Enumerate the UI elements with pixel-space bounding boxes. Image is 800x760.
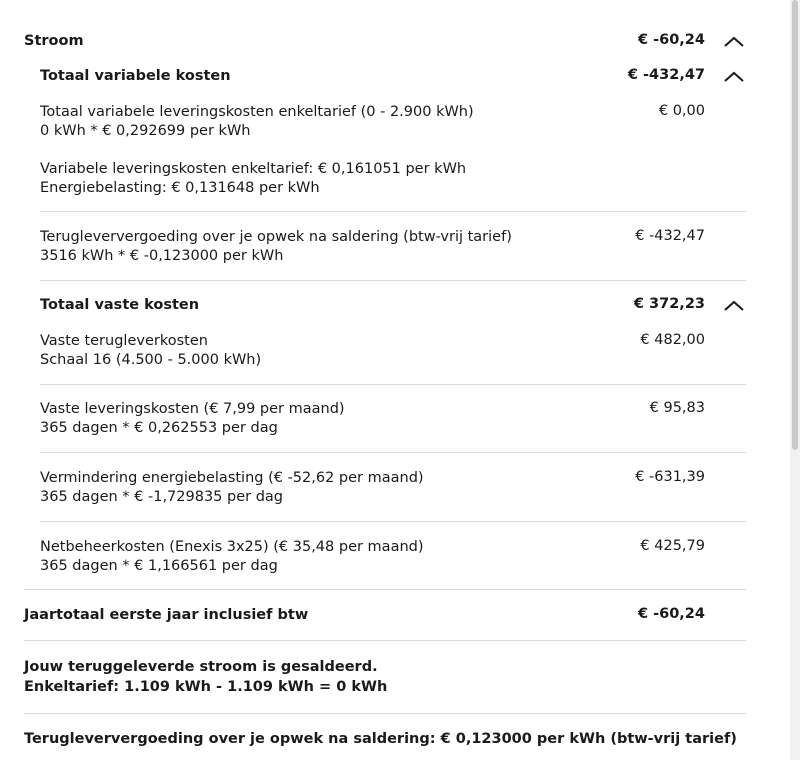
line-item-amount: € 482,00 <box>640 332 705 348</box>
variabel-amount: € -432,47 <box>627 67 705 83</box>
jaartotaal-label: Jaartotaal eerste jaar inclusief btw <box>24 607 309 623</box>
line-item-label: Terugleververgoeding over je opwek na saldering (btw-vrij tarief) <box>40 229 512 245</box>
scrollbar-thumb[interactable] <box>792 0 798 450</box>
chevron-up-icon[interactable] <box>722 69 746 85</box>
line-item-amount: € -631,39 <box>635 469 705 485</box>
divider <box>40 211 746 212</box>
saldering-detail: Enkeltarief: 1.109 kWh - 1.109 kWh = 0 kWh <box>24 679 388 695</box>
line-item-detail: 0 kWh * € 0,292699 per kWh <box>40 123 251 139</box>
line-item-label: Totaal variabele leveringskosten enkeltarief (0 - 2.900 kWh) <box>40 104 474 120</box>
divider <box>24 589 746 590</box>
line-item-detail: Energiebelasting: € 0,131648 per kWh <box>40 180 320 196</box>
line-item-amount: € -432,47 <box>635 228 705 244</box>
stroom-amount: € -60,24 <box>637 32 705 48</box>
jaartotaal-amount: € -60,24 <box>637 606 705 622</box>
divider <box>40 280 746 281</box>
vast-title: Totaal vaste kosten <box>40 297 200 313</box>
line-item-label: Vermindering energiebelasting (€ -52,62 per maand) <box>40 470 424 486</box>
line-item-label: Vaste terugleverkosten <box>40 333 208 349</box>
line-item-amount: € 425,79 <box>640 538 705 554</box>
divider <box>24 640 746 641</box>
line-item-detail: 365 dagen * € 0,262553 per dag <box>40 420 278 436</box>
line-item-label: Vaste leveringskosten (€ 7,99 per maand) <box>40 401 345 417</box>
stroom-title: Stroom <box>24 33 84 49</box>
scrollbar[interactable] <box>790 0 800 760</box>
line-item-label: Netbeheerkosten (Enexis 3x25) (€ 35,48 per maand) <box>40 539 424 555</box>
line-item-amount: € 95,83 <box>649 400 705 416</box>
line-item-detail: 365 dagen * € 1,166561 per dag <box>40 558 278 574</box>
line-item-detail: Schaal 16 (4.500 - 5.000 kWh) <box>40 352 262 368</box>
vast-amount: € 372,23 <box>633 296 705 312</box>
line-item-detail: Variabele leveringskosten enkeltarief: € 0,161051 per kWh <box>40 161 467 177</box>
line-item-detail: 365 dagen * € -1,729835 per dag <box>40 489 284 505</box>
divider <box>40 384 746 385</box>
vergoeding-note: Terugleververgoeding over je opwek na saldering: € 0,123000 per kWh (btw-vrij tarief) <box>24 731 737 747</box>
saldering-note: Jouw teruggeleverde stroom is gesaldeerd. <box>24 659 378 675</box>
chevron-up-icon[interactable] <box>722 298 746 314</box>
chevron-up-icon[interactable] <box>722 34 746 50</box>
line-item-amount: € 0,00 <box>658 103 705 119</box>
divider <box>40 521 746 522</box>
line-item-detail: 3516 kWh * € -0,123000 per kWh <box>40 248 284 264</box>
divider <box>40 452 746 453</box>
variabel-title: Totaal variabele kosten <box>40 68 231 84</box>
divider <box>24 713 746 714</box>
